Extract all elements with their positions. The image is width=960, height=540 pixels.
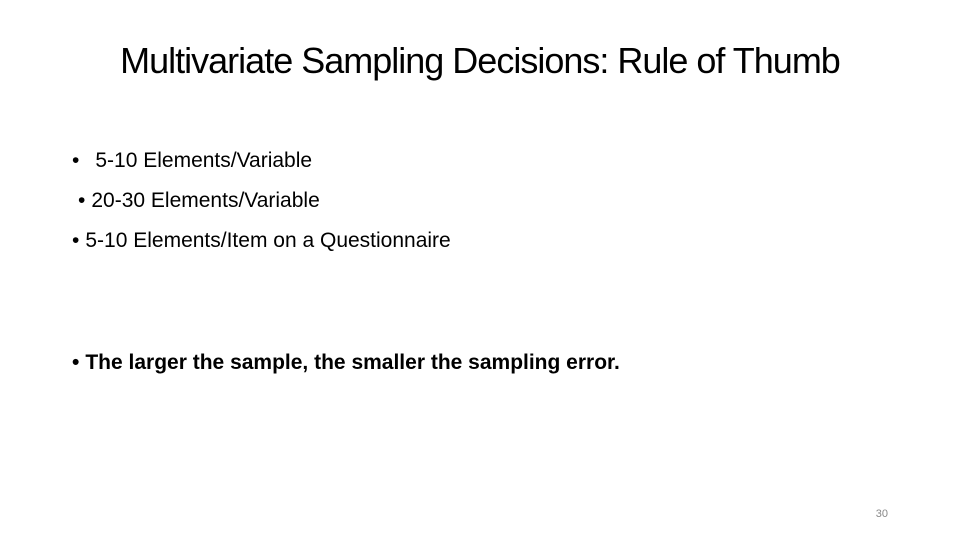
bullet-text: 20-30 Elements/Variable — [91, 189, 320, 212]
bullet-icon: • — [78, 189, 86, 212]
conclusion-text: The larger the sample, the smaller the sampling error. — [85, 351, 620, 374]
slide-title: Multivariate Sampling Decisions: Rule of Thumb — [120, 40, 840, 81]
bullet-item — [72, 145, 312, 177]
page-number: 30 — [875, 508, 888, 520]
bullet-item — [78, 185, 320, 217]
bullet-item — [72, 225, 451, 257]
bullet-text: 5-10 Elements/Variable — [95, 149, 313, 172]
bullet-icon: • — [72, 229, 80, 252]
bullet-icon: • — [72, 149, 80, 172]
bullet-text: 5-10 Elements/Item on a Questionnaire — [85, 229, 451, 252]
conclusion-bullet — [72, 347, 620, 379]
bullet-icon: • — [72, 351, 80, 374]
